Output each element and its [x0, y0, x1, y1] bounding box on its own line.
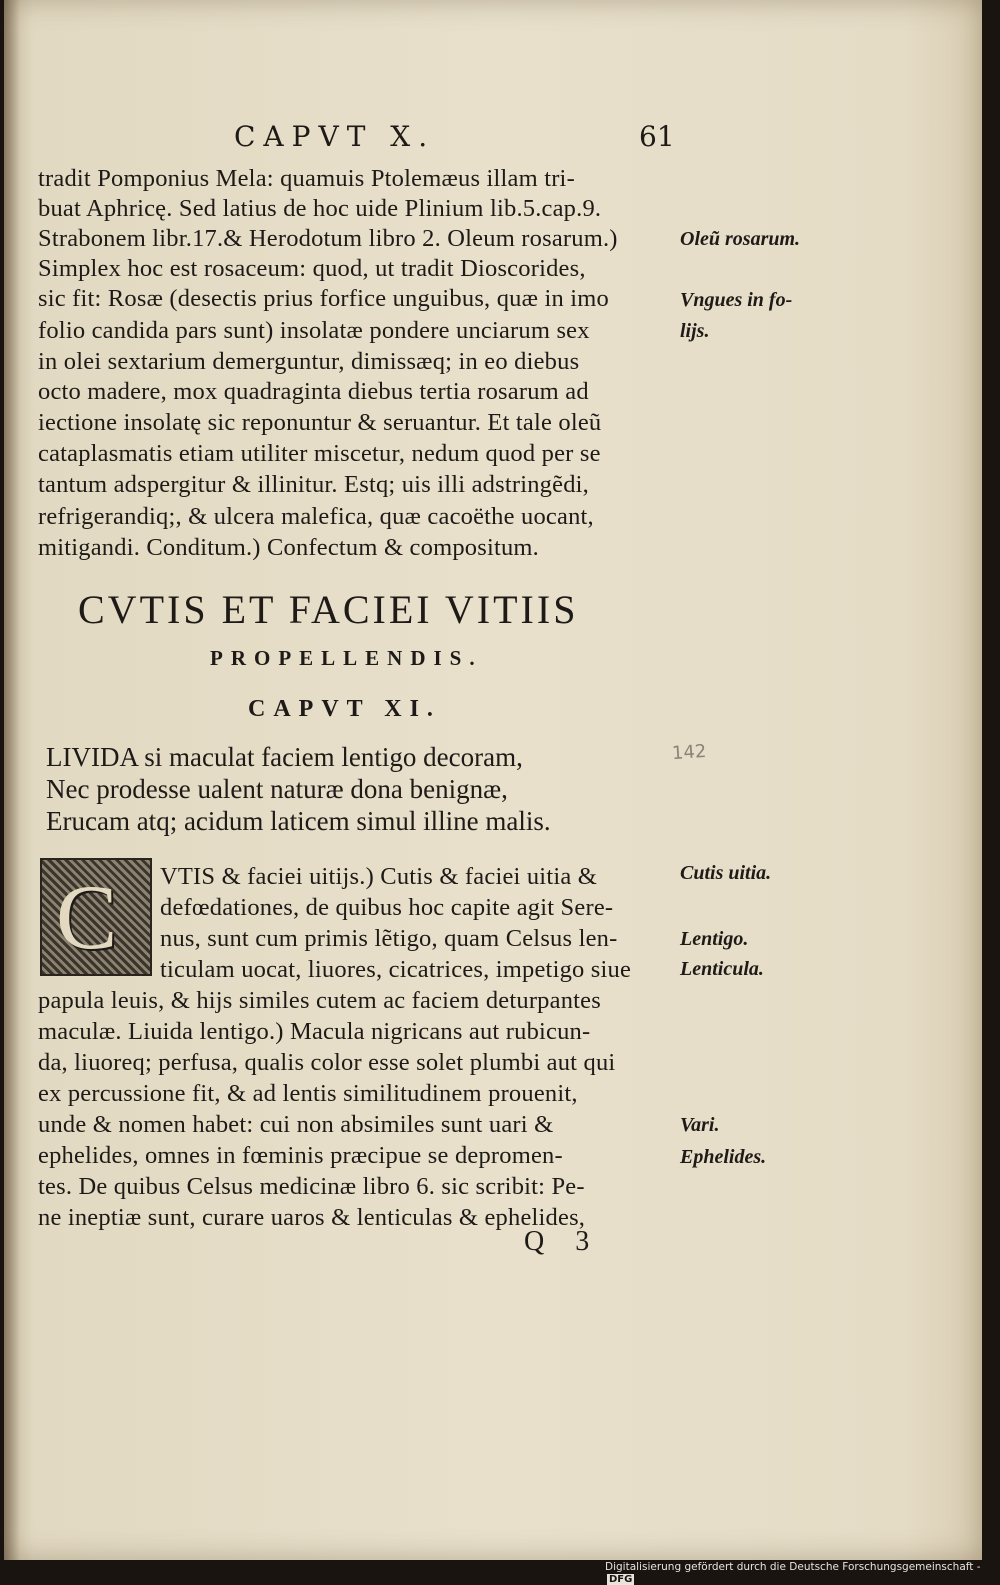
body-line: maculæ. Liuida lentigo.) Macula nigricans aut rubicun-	[38, 1018, 591, 1045]
body-line: in olei sextarium demerguntur, dimissæq; in eo diebus	[38, 348, 580, 375]
body-line: tantum adspergitur & illinitur. Estq; uis illi adstringẽdi,	[38, 471, 589, 498]
running-title: CAPVT X.	[234, 120, 436, 153]
body-line: buat Aphricę. Sed latius de hoc uide Plinium lib.5.cap.9.	[38, 195, 602, 222]
body-line: ne ineptiæ sunt, curare uaros & lenticulas & ephelides,	[38, 1204, 586, 1231]
body-line: defœdationes, de quibus hoc capite agit Sere-	[160, 894, 614, 921]
body-line: papula leuis, & hijs similes cutem ac faciem deturpantes	[38, 987, 601, 1014]
body-line: ex percussione fit, & ad lentis similitudinem prouenit,	[38, 1080, 578, 1107]
margin-note: Ephelides.	[680, 1146, 767, 1168]
margin-note: Cutis uitia.	[680, 862, 772, 884]
body-line: nus, sunt cum primis lẽtigo, quam Celsus len-	[160, 925, 618, 952]
margin-note: Vngues in fo-	[680, 289, 793, 311]
body-line: VTIS & faciei uitijs.) Cutis & faciei uitia &	[160, 863, 597, 890]
body-line: Simplex hoc est rosaceum: quod, ut tradit Dioscorides,	[38, 255, 586, 282]
body-line: tes. De quibus Celsus medicinæ libro 6. sic scribit: Pe-	[38, 1173, 585, 1200]
handwritten-annotation: 142	[671, 740, 708, 765]
body-line: ticulam uocat, liuores, cicatrices, impetigo siue	[160, 956, 632, 983]
margin-note: Lentigo.	[680, 928, 749, 950]
folio-number: 61	[639, 120, 675, 153]
body-line: folio candida pars sunt) insolatæ pondere unciarum sex	[38, 317, 590, 344]
credit-text: Digitalisierung gefördert durch die Deutsche Forschungsgemeinschaft -	[605, 1561, 981, 1573]
body-line: tradit Pomponius Mela: quamuis Ptolemæus illam tri-	[38, 165, 575, 192]
body-line: iectione insolatę sic reponuntur & seruantur. Et tale oleũ	[38, 409, 602, 436]
body-line: mitigandi. Conditum.) Confectum & compositum.	[38, 534, 540, 561]
verse-line: LIVIDA si maculat faciem lentigo decoram,	[46, 742, 523, 772]
body-line: octo madere, mox quadraginta diebus tertia rosarum ad	[38, 378, 589, 405]
body-line: ephelides, omnes in fœminis præcipue se depromen-	[38, 1142, 563, 1169]
decorated-initial	[40, 858, 152, 976]
margin-note: lijs.	[680, 320, 710, 342]
body-line: cataplasmatis etiam utiliter miscetur, nedum quod per se	[38, 440, 601, 467]
section-subtitle: PROPELLENDIS.	[210, 646, 483, 670]
body-line: sic fit: Rosæ (desectis prius forfice unguibus, quæ in imo	[38, 285, 609, 312]
verse-line: Erucam atq; acidum laticem simul illine malis.	[46, 806, 551, 836]
body-line: Strabonem libr.17.& Herodotum libro 2. Oleum rosarum.)	[38, 225, 618, 252]
verse-line: Nec prodesse ualent naturæ dona benignæ,	[46, 774, 508, 804]
signature-mark: Q 3	[524, 1226, 602, 1257]
margin-note: Oleũ rosarum.	[680, 228, 801, 250]
margin-note: Vari.	[680, 1114, 720, 1136]
dfg-logo: DFG	[609, 1574, 633, 1585]
book-page	[4, 0, 982, 1560]
drop-cap-letter: C	[56, 866, 118, 968]
body-line: da, liuoreq; perfusa, qualis color esse solet plumbi aut qui	[38, 1049, 616, 1076]
digitization-credit	[605, 1561, 1000, 1585]
chapter-title: CAPVT XI.	[248, 696, 441, 722]
body-line: refrigerandiq;, & ulcera malefica, quæ cacoëthe uocant,	[38, 503, 594, 530]
margin-note: Lenticula.	[680, 958, 764, 980]
body-line: unde & nomen habet: cui non absimiles sunt uari &	[38, 1111, 554, 1138]
section-title: CVTIS ET FACIEI VITIIS	[78, 587, 579, 632]
